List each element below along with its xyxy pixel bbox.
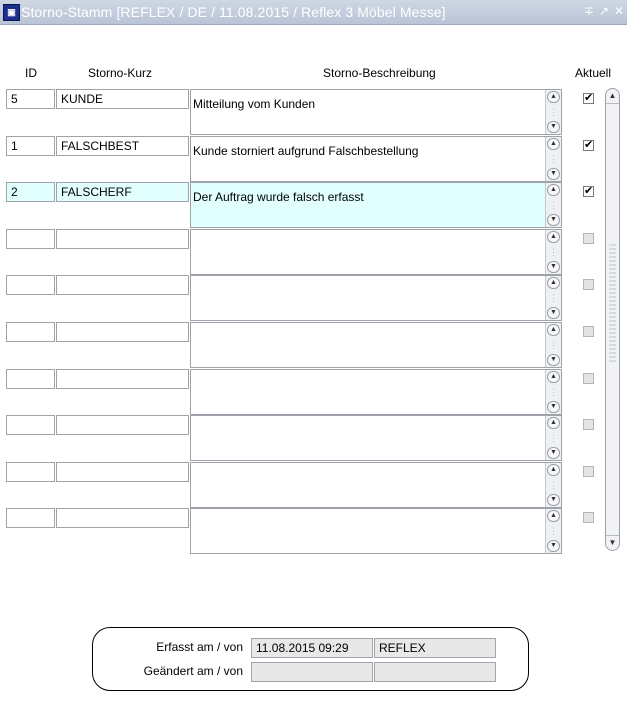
field-scroll-up-icon[interactable]: ▲: [547, 184, 560, 196]
scroll-down-icon[interactable]: ▼: [606, 535, 619, 550]
id-field[interactable]: 2: [6, 182, 55, 202]
geaendert-von-field[interactable]: [374, 662, 496, 682]
field-scroll-down-icon[interactable]: ▼: [547, 168, 560, 180]
storno-beschreibung-field[interactable]: [190, 275, 562, 321]
close-icon[interactable]: ✕: [613, 4, 625, 18]
field-scroll-up-icon[interactable]: ▲: [547, 417, 560, 429]
aktuell-checkbox[interactable]: [583, 512, 594, 523]
id-field[interactable]: [6, 369, 55, 389]
field-scroll-down-icon[interactable]: ▼: [547, 261, 560, 273]
field-scroll-track[interactable]: ⋮: [549, 433, 558, 443]
field-scrollbar[interactable]: [545, 323, 561, 367]
geaendert-label: Geändert am / von: [143, 664, 243, 678]
storno-beschreibung-field[interactable]: [190, 136, 562, 182]
field-scroll-down-icon[interactable]: ▼: [547, 214, 560, 226]
field-scroll-up-icon[interactable]: ▲: [547, 231, 560, 243]
storno-kurz-field[interactable]: FALSCHBEST: [56, 136, 189, 156]
id-field[interactable]: [6, 322, 55, 342]
field-scroll-down-icon[interactable]: ▼: [547, 540, 560, 552]
field-scroll-up-icon[interactable]: ▲: [547, 371, 560, 383]
id-field[interactable]: [6, 229, 55, 249]
aktuell-checkbox[interactable]: [583, 466, 594, 477]
field-scroll-track[interactable]: ⋮: [549, 387, 558, 397]
storno-beschreibung-text: Mitteilung vom Kunden: [193, 97, 316, 111]
id-field[interactable]: [6, 508, 55, 528]
storno-beschreibung-text: Kunde storniert aufgrund Falschbestellung: [193, 144, 419, 158]
window-title: Storno-Stamm [REFLEX / DE / 11.08.2015 / Reflex 3 Möbel Messe]: [21, 4, 446, 20]
storno-kurz-field[interactable]: FALSCHERF: [56, 182, 189, 202]
column-header-storno-kurz: Storno-Kurz: [88, 66, 153, 80]
aktuell-checkbox[interactable]: [583, 186, 594, 197]
storno-kurz-field[interactable]: [56, 462, 189, 482]
storno-beschreibung-field[interactable]: [190, 369, 562, 415]
id-field[interactable]: [6, 415, 55, 435]
record-scrollbar[interactable]: [605, 88, 620, 551]
storno-beschreibung-field[interactable]: [190, 322, 562, 368]
id-field[interactable]: 1: [6, 136, 55, 156]
scroll-up-icon[interactable]: ▲: [606, 89, 619, 104]
storno-kurz-field[interactable]: [56, 369, 189, 389]
field-scroll-up-icon[interactable]: ▲: [547, 464, 560, 476]
storno-kurz-field[interactable]: [56, 508, 189, 528]
field-scrollbar[interactable]: [545, 90, 561, 134]
field-scroll-down-icon[interactable]: ▼: [547, 401, 560, 413]
field-scroll-track[interactable]: ⋮: [549, 340, 558, 350]
erfasst-am-field[interactable]: 11.08.2015 09:29: [251, 638, 373, 658]
field-scroll-track[interactable]: ⋮: [549, 200, 558, 210]
geaendert-am-field[interactable]: [251, 662, 373, 682]
storno-beschreibung-field[interactable]: [190, 89, 562, 135]
aktuell-checkbox[interactable]: [583, 419, 594, 430]
id-field[interactable]: 5: [6, 89, 55, 109]
field-scrollbar[interactable]: [545, 183, 561, 227]
storno-kurz-field[interactable]: [56, 415, 189, 435]
field-scrollbar[interactable]: [545, 276, 561, 320]
field-scroll-up-icon[interactable]: ▲: [547, 277, 560, 289]
id-field[interactable]: [6, 275, 55, 295]
aktuell-checkbox[interactable]: [583, 140, 594, 151]
aktuell-checkbox[interactable]: [583, 93, 594, 104]
field-scrollbar[interactable]: [545, 137, 561, 181]
aktuell-checkbox[interactable]: [583, 373, 594, 384]
erfasst-von-field[interactable]: REFLEX: [374, 638, 496, 658]
storno-kurz-field[interactable]: KUNDE: [56, 89, 189, 109]
field-scroll-track[interactable]: ⋮: [549, 293, 558, 303]
field-scroll-down-icon[interactable]: ▼: [547, 354, 560, 366]
field-scroll-track[interactable]: ⋮: [549, 480, 558, 490]
app-icon: ▣: [3, 4, 20, 21]
aktuell-checkbox[interactable]: [583, 233, 594, 244]
storno-kurz-field[interactable]: [56, 229, 189, 249]
field-scroll-up-icon[interactable]: ▲: [547, 510, 560, 522]
title-bar: [0, 0, 627, 25]
field-scroll-up-icon[interactable]: ▲: [547, 324, 560, 336]
scroll-thumb[interactable]: [609, 244, 616, 364]
field-scroll-track[interactable]: ⋮: [549, 526, 558, 536]
field-scrollbar[interactable]: [545, 370, 561, 414]
field-scroll-track[interactable]: ⋮: [549, 247, 558, 257]
storno-kurz-field[interactable]: [56, 322, 189, 342]
field-scroll-down-icon[interactable]: ▼: [547, 447, 560, 459]
storno-beschreibung-field[interactable]: [190, 508, 562, 554]
erfasst-label: Erfasst am / von: [156, 640, 243, 654]
field-scroll-up-icon[interactable]: ▲: [547, 138, 560, 150]
column-header-id: ID: [25, 66, 37, 80]
field-scrollbar[interactable]: [545, 230, 561, 274]
restore-icon[interactable]: ↗: [598, 4, 610, 18]
field-scroll-down-icon[interactable]: ▼: [547, 121, 560, 133]
aktuell-checkbox[interactable]: [583, 326, 594, 337]
field-scrollbar[interactable]: [545, 416, 561, 460]
storno-beschreibung-field[interactable]: [190, 182, 562, 228]
audit-panel: [92, 627, 529, 691]
storno-beschreibung-text: Der Auftrag wurde falsch erfasst: [193, 190, 364, 204]
id-field[interactable]: [6, 462, 55, 482]
storno-kurz-field[interactable]: [56, 275, 189, 295]
column-header-storno-beschreibung: Storno-Beschreibung: [323, 66, 436, 80]
minimize-icon[interactable]: ∓: [583, 4, 595, 18]
aktuell-checkbox[interactable]: [583, 279, 594, 290]
field-scroll-down-icon[interactable]: ▼: [547, 494, 560, 506]
field-scroll-up-icon[interactable]: ▲: [547, 91, 560, 103]
field-scrollbar[interactable]: [545, 463, 561, 507]
field-scroll-track[interactable]: ⋮: [549, 154, 558, 164]
field-scrollbar[interactable]: [545, 509, 561, 553]
column-header-aktuell: Aktuell: [575, 66, 612, 80]
storno-beschreibung-field[interactable]: [190, 462, 562, 508]
field-scroll-track[interactable]: ⋮: [549, 107, 558, 117]
storno-beschreibung-field[interactable]: [190, 229, 562, 275]
field-scroll-down-icon[interactable]: ▼: [547, 307, 560, 319]
storno-beschreibung-field[interactable]: [190, 415, 562, 461]
